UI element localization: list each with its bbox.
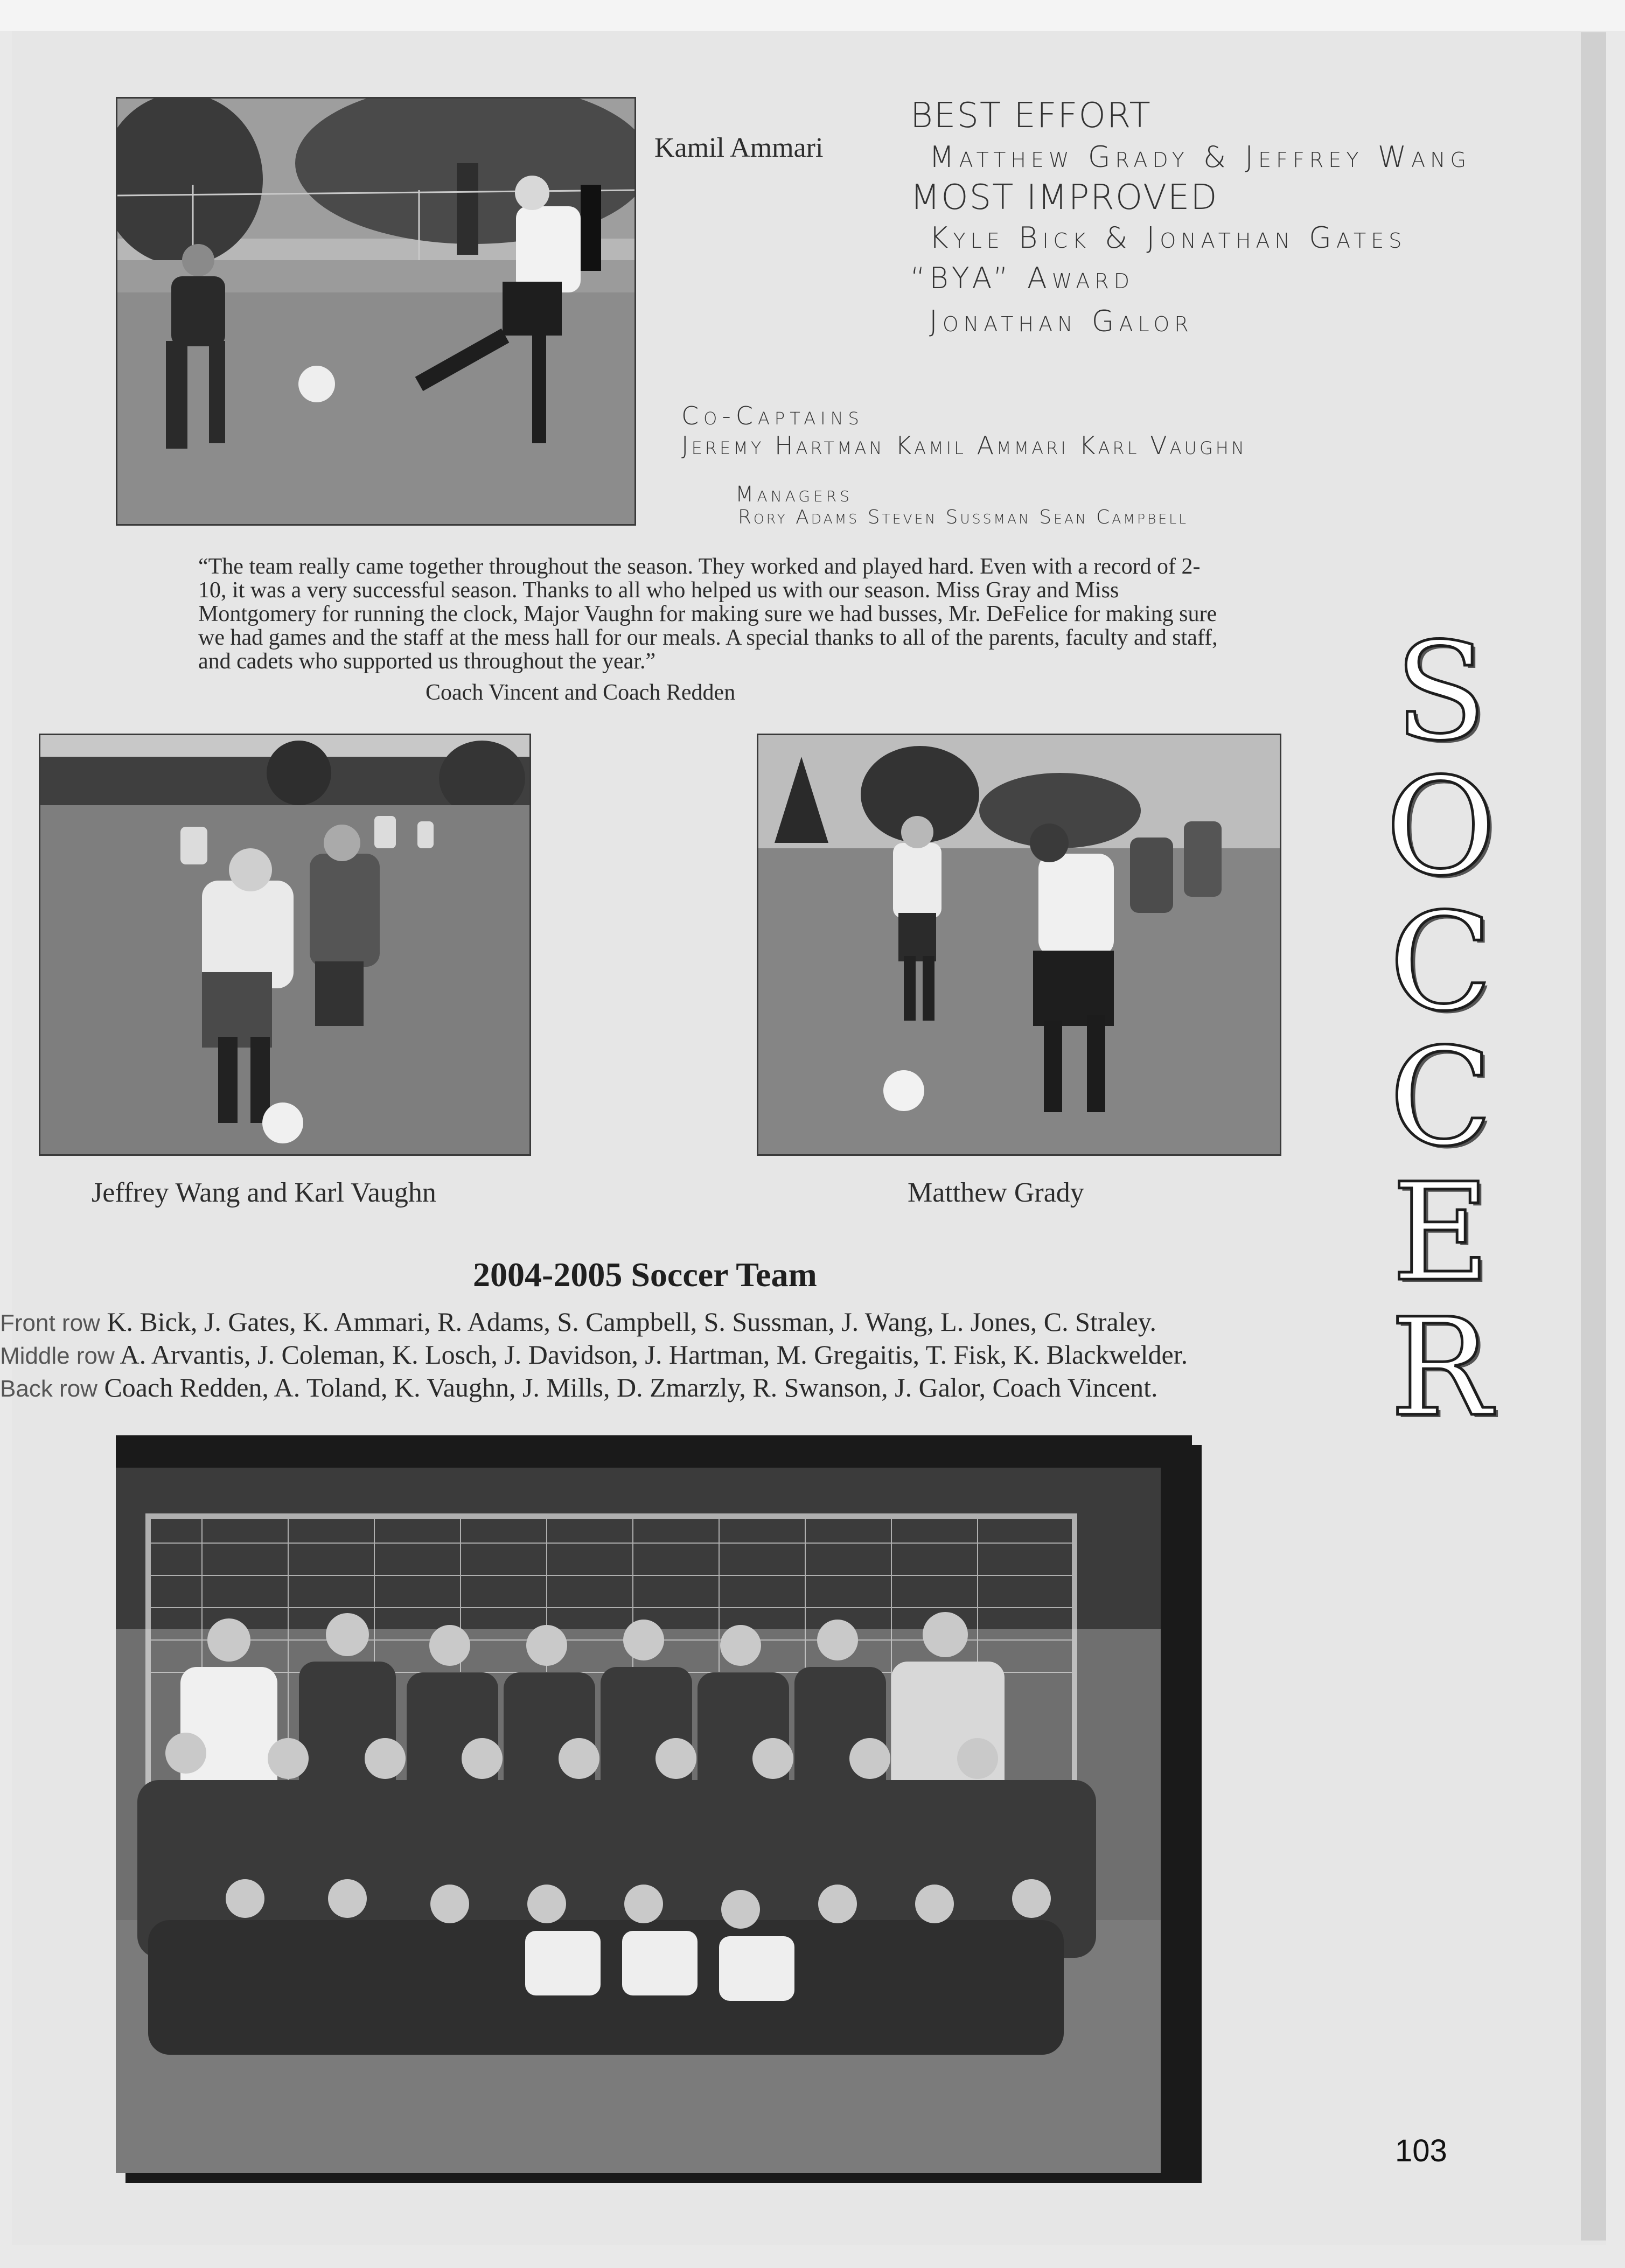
co-captains-names: Jeremy Hartman Kamil Ammari Karl Vaughn xyxy=(681,431,1247,460)
back-row xyxy=(0,1372,1188,1405)
managers-names: Rory Adams Steven Sussman Sean Campbell xyxy=(738,506,1189,528)
front-row-label: Front row xyxy=(0,1310,100,1336)
page-number: 103 xyxy=(1395,2133,1447,2168)
soccer-letter: R xyxy=(1390,1289,1492,1446)
front-row xyxy=(0,1306,1188,1339)
most-improved-names: Kyle Bick & Jonathan Gates xyxy=(929,221,1407,255)
middle-row-names: A. Arvantis, J. Coleman, K. Losch, J. Davidson, J. Hartman, M. Gregaitis, T. Fisk, K. Blackwelder. xyxy=(120,1339,1188,1370)
matthew-grady-photo xyxy=(757,734,1281,1156)
back-row-label: Back row xyxy=(0,1376,97,1402)
kamil-ammari-caption: Kamil Ammari xyxy=(654,132,824,163)
bya-award-names: Jonathan Galor xyxy=(929,304,1194,338)
team-title: 2004-2005 Soccer Team xyxy=(473,1255,817,1294)
managers-title: Managers xyxy=(735,482,853,507)
wang-vaughn-photo xyxy=(39,734,531,1156)
middle-row-label: Middle row xyxy=(0,1343,115,1369)
wang-vaughn-caption: Jeffrey Wang and Karl Vaughn xyxy=(92,1177,436,1208)
co-captains-title: Co-Captains xyxy=(681,401,864,430)
team-photo xyxy=(116,1435,1192,2173)
scan-right-edge xyxy=(1581,32,1606,2241)
soccer-letter: C xyxy=(1389,1019,1493,1176)
best-effort-title: BEST EFFORT xyxy=(910,96,1152,136)
coach-quote: “The team really came together throughout the season. They worked and played hard. Even with a record of 2-10, it was a very successful season. Thanks to all who helped us with our season. Miss Gray and Miss Montgomery for running the clock, Major Vaughn for making sure we had busses, Mr. DeFelice for making sure we had games and the staff at the mess hall for our meals. A special thanks to all of the parents, faculty and staff, and cadets who supported us throughout the year.” xyxy=(198,554,1218,674)
middle-row xyxy=(0,1339,1188,1372)
bya-award-title: “BYA” Award xyxy=(910,261,1135,295)
scan-top-edge xyxy=(0,0,1625,31)
matthew-grady-caption: Matthew Grady xyxy=(908,1177,1084,1208)
soccer-letter: O xyxy=(1385,749,1496,905)
soccer-letter: C xyxy=(1389,884,1493,1041)
soccer-letter: S xyxy=(1394,613,1487,770)
back-row-names: Coach Redden, A. Toland, K. Vaughn, J. Mills, D. Zmarzly, R. Swanson, J. Galor, Coach Vincent. xyxy=(104,1372,1158,1402)
kamil-ammari-photo xyxy=(116,97,636,526)
most-improved-title: MOST IMPROVED xyxy=(910,178,1218,218)
soccer-vertical-title xyxy=(1376,613,1505,1446)
quote-signature: Coach Vincent and Coach Redden xyxy=(426,680,736,705)
best-effort-names: Matthew Grady & Jeffrey Wang xyxy=(929,140,1471,174)
team-roster xyxy=(0,1306,1188,1405)
soccer-letter: E xyxy=(1391,1154,1490,1311)
front-row-names: K. Bick, J. Gates, K. Ammari, R. Adams, S. Campbell, S. Sussman, J. Wang, L. Jones, C. Straley. xyxy=(107,1307,1157,1337)
